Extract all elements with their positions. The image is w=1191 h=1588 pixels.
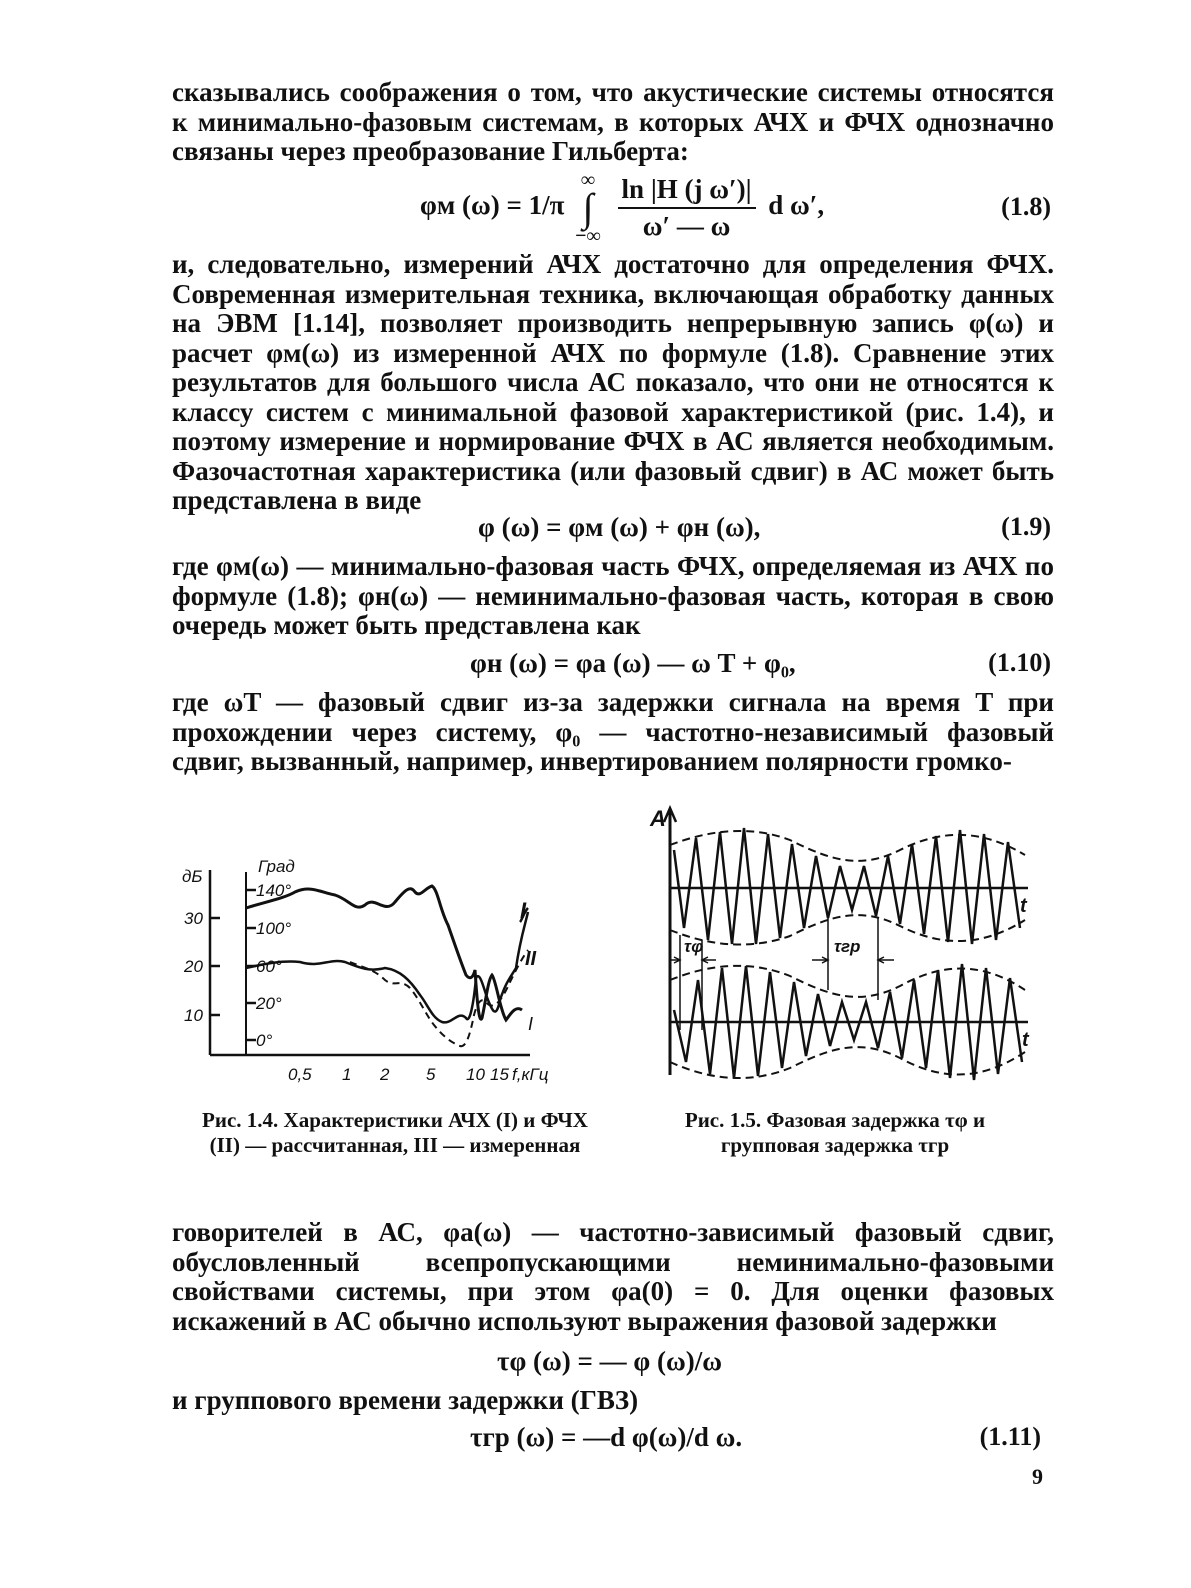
fig14-deg-tick-100: 100° [256, 919, 292, 938]
fig14-x-tick-2: 2 [380, 1065, 390, 1084]
equation-1-8 [420, 170, 824, 246]
fig14-x-tick-10: 10 [466, 1065, 485, 1084]
paragraph-1 [172, 78, 1054, 167]
fig14-x-tick-15: 15 [490, 1065, 509, 1084]
fig14-deg-tick-60: 60° [256, 957, 282, 976]
fig14-x-tick-5: 5 [426, 1065, 436, 1084]
equation-tphi: τφ (ω) = — φ (ω)/ω [497, 1346, 722, 1376]
paragraph-1-text: сказывались соображения о том, что акустические системы относятся к минимально-фазовым системам, в которых АЧХ и ФЧХ однозначно связаны через преобразование Гильберта: [172, 77, 1054, 166]
fig15-label-A: A [650, 806, 666, 831]
eq18-numerator: ln |H (j ω′)| [618, 174, 756, 209]
fig14-db-tick-20: 20 [184, 957, 203, 976]
fig14-caption: Рис. 1.4. Характеристики АЧХ (I) и ФЧХ (II) — рассчитанная, III — измеренная [202, 1108, 588, 1157]
eq111-label: (1.11) [979, 1422, 1041, 1451]
fig14-label-I-top: I [520, 898, 527, 923]
equation-1-11: τгр (ω) = —d φ(ω)/d ω. [470, 1422, 743, 1452]
eq18-fraction [618, 174, 756, 242]
int-lower: −∞ [575, 225, 601, 247]
int-upper: ∞ [580, 169, 596, 191]
fig14-label-I-bottom: I [528, 1014, 534, 1034]
paragraph-3 [172, 552, 1054, 641]
fig14-x-tick-1: 1 [342, 1065, 352, 1084]
figure-1-5 [640, 800, 1040, 1085]
paragraph-4-text: где ωT — фазовый сдвиг из-за задержки сигнала на время T при прохождении через систему, φ₀ — частотно-независимый фазовый сдвиг, вызванный, например, инвертированием полярности громко- [172, 687, 1054, 776]
paragraph-2-text: и, следовательно, измерений АЧХ достаточно для определения ФЧХ. Современная измерительная техника, включающая обработку данных на ЭВМ [1.14], позволяет производить непрерывную запись φ(ω) и расчет φм(ω) из измеренной АЧХ по формуле (1.8). Сравнение этих результатов для большого числа АС показало, что они не относятся к классу систем с минимальной фазовой характеристикой (рис. 1.4), и поэтому измерение и нормирование ФЧХ в АС является необходимым. Фазочастотная характеристика (или фазовый сдвиг) в АС может быть представлена в виде [172, 249, 1054, 515]
equation-1-10: φн (ω) = φа (ω) — ω T + φ₀, [470, 648, 796, 678]
fig14-label-II: II [525, 948, 537, 970]
eq18-tail: d ω′, [768, 190, 825, 221]
fig14-deg-tick-0: 0° [256, 1031, 273, 1050]
fig15-caption: Рис. 1.5. Фазовая задержка τφ и групповая задержка τгр [684, 1108, 986, 1157]
fig14-deg-tick-20: 20° [256, 994, 282, 1013]
fig14-x-unit: f,кГц [512, 1065, 549, 1084]
integral-sign: ∞ ∫ −∞ [575, 169, 601, 247]
fig14-db-tick-10: 10 [184, 1006, 203, 1025]
fig15-label-tphi: τφ [684, 937, 704, 956]
fig14-curve-III [350, 950, 528, 1046]
eq110-label: (1.10) [988, 648, 1051, 677]
paragraph-6-text: и группового времени задержки (ГВЗ) [172, 1385, 639, 1415]
eq18-denominator: ω′ — ω [642, 211, 731, 241]
page-number: 9 [1032, 1464, 1043, 1489]
fig14-db-tick-30: 30 [184, 909, 203, 928]
paragraph-5 [172, 1218, 1054, 1336]
fig14-unit-deg: Град [258, 857, 295, 876]
fig15-label-t-upper: t [1020, 895, 1027, 917]
equation-1-9: φ (ω) = φм (ω) + φн (ω), [478, 512, 761, 542]
fig14-deg-tick-140: 140° [256, 881, 292, 900]
eq18-label: (1.8) [1001, 192, 1051, 221]
paragraph-5-text: говорителей в АС, φа(ω) — частотно-зависимый фазовый сдвиг, обусловленный всепропускающими неминимально-фазовыми свойствами системы, при этом φа(0) = 0. Для оценки фазовых искажений в АС обычно используют выражения фазовой задержки [172, 1217, 1054, 1336]
paragraph-2 [172, 250, 1054, 516]
fig14-unit-db: дБ [182, 867, 203, 886]
paragraph-3-text: где φм(ω) — минимально-фазовая часть ФЧХ, определяемая из АЧХ по формуле (1.8); φн(ω) — неминимально-фазовая часть, которая в свою очередь может быть представлена как [172, 551, 1054, 640]
figure-1-4 [170, 850, 590, 1100]
eq19-label: (1.9) [1001, 512, 1051, 541]
eq18-lhs: φм (ω) = 1/π [420, 190, 565, 221]
fig15-upper-carrier [674, 828, 1020, 944]
fig15-label-tgr: τгр [834, 937, 861, 956]
paragraph-4 [172, 688, 1054, 777]
fig14-x-tick-05: 0,5 [288, 1065, 312, 1084]
fig15-label-t-lower: t [1022, 1029, 1029, 1051]
paragraph-6 [172, 1386, 1054, 1416]
